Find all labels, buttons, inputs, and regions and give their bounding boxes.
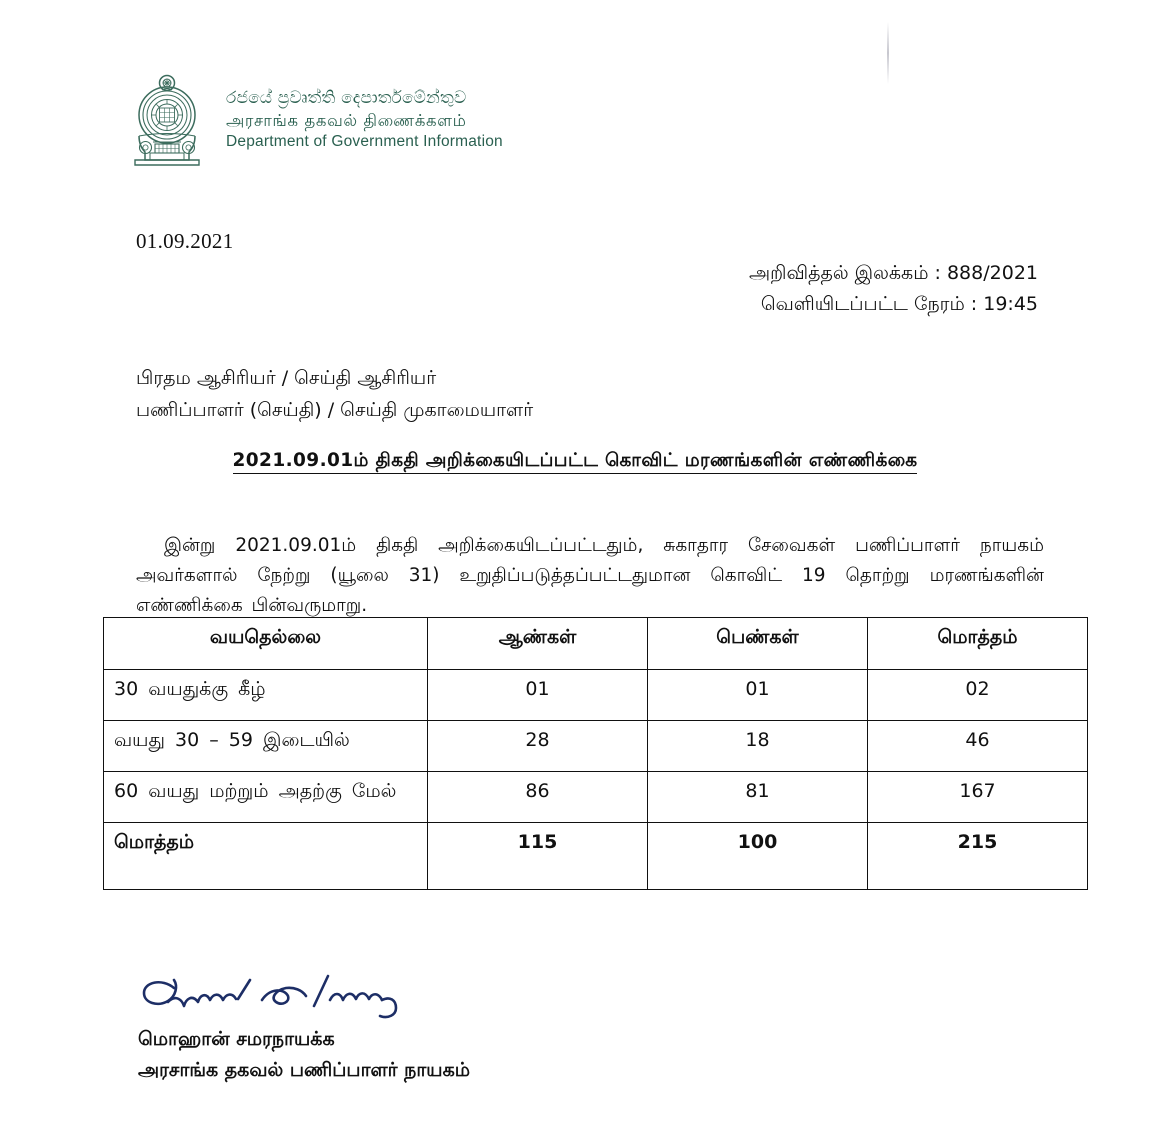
row-label: வயது 30 – 59 இடையில் xyxy=(104,721,428,772)
letterhead-sinhala: රජයේ ප්‍රවෘත්ති දෙපාර්තමේන්තුව xyxy=(226,88,467,108)
handwritten-signature-icon xyxy=(138,966,418,1022)
table-row xyxy=(104,772,1088,823)
notice-number: அறிவித்தல் இலக்கம் : 888/2021 xyxy=(749,262,1038,284)
table-header-total: மொத்தம் xyxy=(868,618,1088,670)
signer-designation: அரசாங்க தகவல் பணிப்பாளர் நாயகம் xyxy=(138,1058,471,1081)
table-header-female: பெண்கள் xyxy=(648,618,868,670)
body-paragraph: இன்று 2021.09.01ம் திகதி அறிக்கையிடப்பட்டதும், சுகாதார சேவைகள் பணிப்பாளர் நாயகம் அவர்களால் நேற்று (யூலை 31) உறுதிப்படுத்தப்பட்டதுமான கொவிட் 19 தொற்று மரணங்களின் எண்ணிக்கை பின்வருமாறு. xyxy=(136,534,1044,617)
row-total-value: 167 xyxy=(868,772,1088,823)
signer-block xyxy=(138,1024,470,1086)
row-total-value: 46 xyxy=(868,721,1088,772)
letterhead-english: Department of Government Information xyxy=(226,132,503,150)
notice-meta xyxy=(749,258,1038,320)
row-female-value: 01 xyxy=(648,670,868,721)
addressee-block xyxy=(136,363,533,427)
table-row xyxy=(104,721,1088,772)
letterhead xyxy=(126,74,503,166)
addressee-line-1: பிரதம ஆசிரியர் / செய்தி ஆசிரியர் xyxy=(136,367,437,389)
row-male-value: 86 xyxy=(428,772,648,823)
table-header-row xyxy=(104,618,1088,670)
covid-deaths-table xyxy=(103,617,1088,890)
row-female-value: 81 xyxy=(648,772,868,823)
total-male-value: 115 xyxy=(428,823,648,890)
addressee-line-2: பணிப்பாளர் (செய்தி) / செய்தி முகாமையாளர் xyxy=(136,398,534,421)
total-female-value: 100 xyxy=(648,823,868,890)
table-header-age-range: வயதெல்லை xyxy=(104,618,428,670)
table-total-row xyxy=(104,823,1088,890)
issue-date: 01.09.2021 xyxy=(136,229,234,253)
table-row xyxy=(104,670,1088,721)
total-overall-value: 215 xyxy=(868,823,1088,890)
signer-name: மொஹான் சமரநாயக்க xyxy=(138,1028,335,1050)
total-row-label: மொத்தம் xyxy=(104,823,428,890)
sri-lanka-government-emblem-icon xyxy=(126,74,208,166)
table-header-male: ஆண்கள் xyxy=(428,618,648,670)
page-title xyxy=(0,450,1150,473)
row-total-value: 02 xyxy=(868,670,1088,721)
scan-artifact-line xyxy=(887,22,889,84)
row-label: 60 வயது மற்றும் அதற்கு மேல் xyxy=(104,772,428,823)
letterhead-tamil: அரசாங்க தகவல் திணைக்களம் xyxy=(226,110,467,130)
row-label: 30 வயதுக்கு கீழ் xyxy=(104,670,428,721)
row-male-value: 28 xyxy=(428,721,648,772)
page-title-text: 2021.09.01ம் திகதி அறிக்கையிடப்பட்ட கொவிட் மரணங்களின் எண்ணிக்கை xyxy=(233,450,918,474)
letterhead-text xyxy=(226,88,503,152)
row-male-value: 01 xyxy=(428,670,648,721)
row-female-value: 18 xyxy=(648,721,868,772)
release-time: வெளியிடப்பட்ட நேரம் : 19:45 xyxy=(760,292,1038,315)
